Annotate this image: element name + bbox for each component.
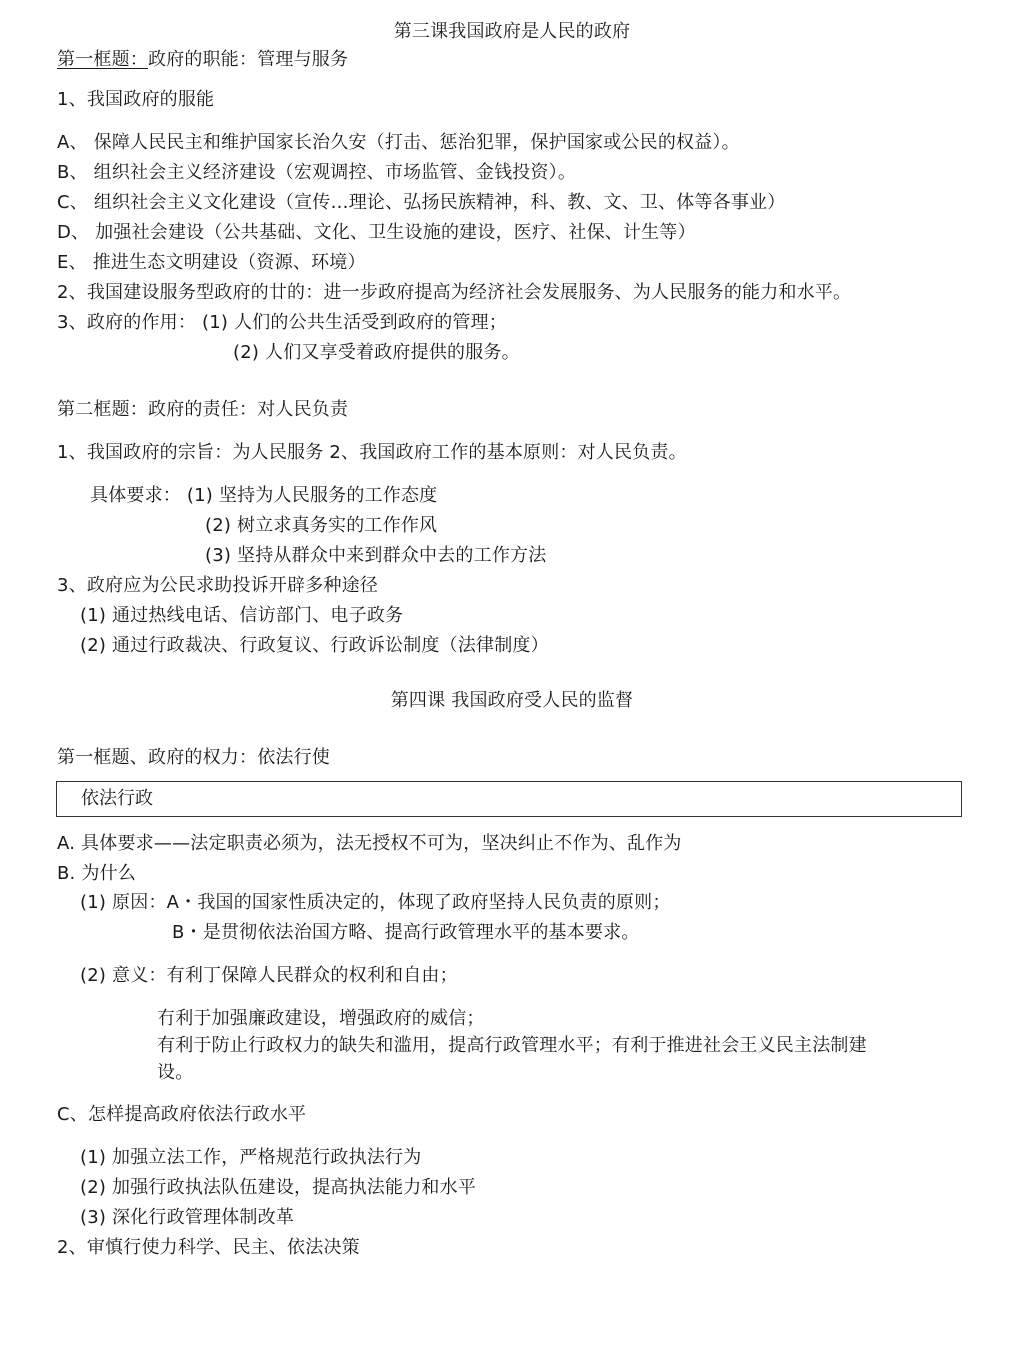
l4-meaning3b: 设。	[157, 1062, 194, 1083]
l4-reason1: (1) 原因：A・我国的国家性质决定的，体现了政府坚持人民负责的原则；	[80, 892, 671, 913]
l4-section1-heading: 第一框题、政府的权力：依法行使	[57, 747, 330, 768]
l4-item-a: A. 具体要求——法定职责必须为，法无授权不可为，坚决纠止不作为、乱作为	[57, 833, 682, 854]
l4-c2: (2) 加强行政执法队伍建设，提高执法能力和水平	[80, 1177, 477, 1198]
l4-item-b: B. 为什么	[57, 863, 136, 884]
s1-item-a: A、 保障人民民主和维护国家长治久安（打击、惩治犯罪，保护国家或公民的权益）。	[57, 132, 740, 153]
s1-item3b: (2) 人们又享受着政府提供的服务。	[233, 342, 520, 363]
section1-heading-rest: 政府的职能：管理与服务	[148, 49, 349, 70]
l4-meaning2: 冇利于加强廉政建设，增强政府的威信；	[157, 1008, 485, 1029]
l4-item-c: C、怎样提高政府依法行政水平	[57, 1104, 307, 1125]
s2-item3: 3、政府应为公民求助投诉开辟多种途径	[57, 575, 379, 596]
s1-item2: 2、我国建设服务型政府的廿的：进一步政府提高为经济社会发展服务、为人民服务的能力和水平。	[57, 282, 852, 303]
l4-c3: (3) 深化行政管理体制改革	[80, 1207, 295, 1228]
l4-meaning3: 有利于防止行政权力的缺失和滥用，提高行政管理水平；有利于推进社会王义民主法制建	[157, 1035, 867, 1056]
l4-meaning1: (2) 意义：有利丁保障人民群众的权利和自由；	[80, 965, 458, 986]
s2-way1: (1) 通过热线电话、信访部门、电子政务	[80, 605, 404, 626]
l4-c1: (1) 加强立法工作，严格规范行政执法行为	[80, 1147, 422, 1168]
s2-way2: (2) 通过行政裁决、行政复议、行政诉讼制度（法律制度）	[80, 635, 549, 656]
s1-item1: 1、我国政府的服能	[57, 89, 215, 110]
law-admin-box	[56, 781, 962, 817]
s2-item1: 1、我国政府的宗旨：为人民服务 2、我国政府工作的基本原则：对人民负责。	[57, 442, 687, 463]
l4-item2: 2、审慎行使力科学、民主、依法决策	[57, 1237, 360, 1258]
s1-item-e: E、 推进生态文明建设（资源、环境）	[57, 252, 366, 273]
s1-item-b: B、 组织社会主义经济建设（宏观调控、市场监管、金钱投资）。	[57, 162, 577, 183]
s1-item-d: D、 加强社会建设（公共基础、文化、卫生设施的建设，医疗、社保、计生等）	[57, 222, 696, 243]
s2-req3: (3) 坚持从群众中来到群众中去的工作方法	[205, 545, 547, 566]
s1-item3: 3、政府的作用： (1) 人们的公共生活受到政府的管理；	[57, 312, 507, 333]
l4-reason1b: B・是贯彻依法治国方略、提高行政管理水平的基本要求。	[172, 922, 640, 943]
lesson4-title: 第四课 我国政府受人民的监督	[390, 690, 634, 711]
section1-heading	[57, 48, 348, 72]
s2-requirements: 具体要求： (1) 坚持为人民服务的工作态度	[90, 485, 438, 506]
s2-req2: (2) 树立求真务实的工作作风	[205, 515, 438, 536]
lesson3-title: 第三课我国政府是人民的政府	[393, 21, 631, 42]
section2-heading: 第二框题：政府的责任：对人民负责	[57, 399, 349, 420]
section1-heading-prefix: 第一框题：	[57, 49, 148, 70]
law-admin-box-label: 依法行政	[81, 788, 153, 809]
s1-item-c: C、 组织社会主义文化建设（宣传…理论、弘扬民族精神，科、教、文、卫、体等各事业）	[57, 192, 786, 213]
